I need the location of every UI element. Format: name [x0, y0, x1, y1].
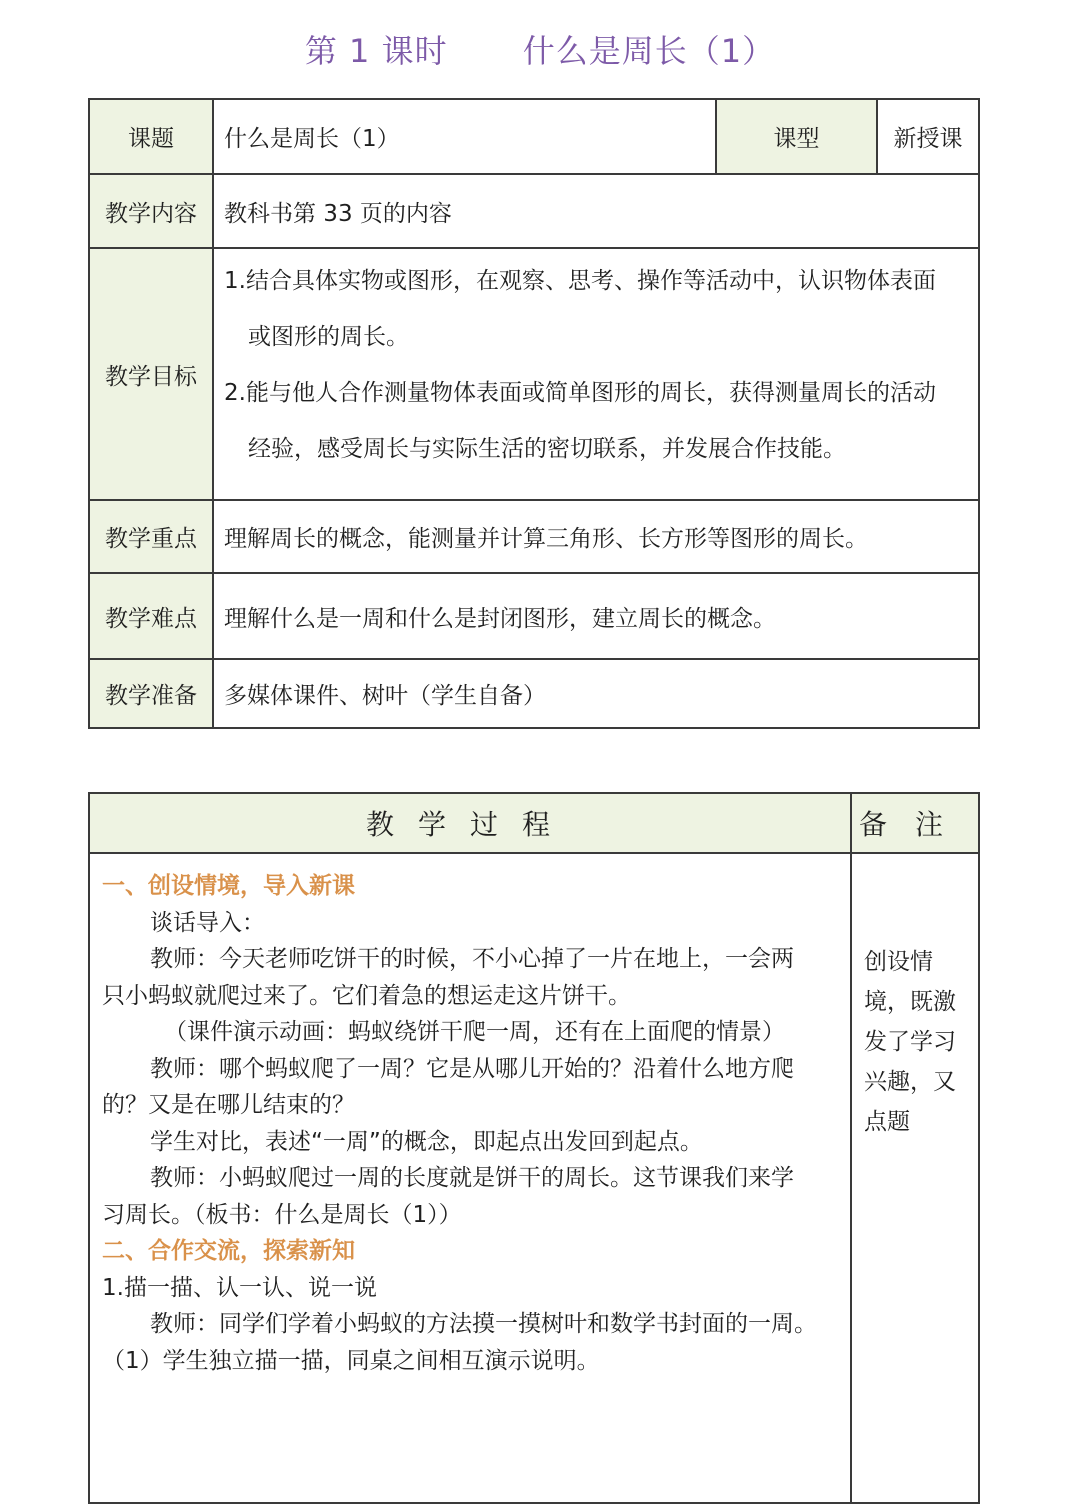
goal-1-line-1: 1.结合具体实物或图形，在观察、思考、操作等活动中，认识物体表面 [224, 268, 936, 294]
page-title [0, 26, 1080, 72]
key-label: 教学重点 [89, 500, 213, 573]
process-header-row [89, 793, 979, 853]
note-line: 发了学习 [864, 1029, 956, 1055]
key-row [89, 500, 979, 573]
goal-2-line-2: 经验，感受周长与实际生活的密切联系，并发展合作技能。 [248, 436, 846, 462]
process-line: 只小蚂蚁就爬过来了。它们着急的想运走这片饼干。 [102, 982, 631, 1009]
note-line: 兴趣，又 [864, 1069, 956, 1095]
process-line: 教师：哪个蚂蚁爬了一周？它是从哪儿开始的？沿着什么地方爬 [150, 1055, 794, 1082]
goal-2-line-1: 2.能与他人合作测量物体表面或简单图形的周长，获得测量周长的活动 [224, 380, 936, 406]
note-header: 备注 [851, 793, 979, 853]
prep-value: 多媒体课件、树叶（学生自备） [213, 659, 979, 728]
goals-cell [213, 248, 979, 500]
process-line: （1）学生独立描一描，同桌之间相互演示说明。 [102, 1347, 600, 1374]
section-heading-1: 一、创设情境，导入新课 [102, 873, 355, 899]
process-line: 1.描一描、认一认、说一说 [102, 1274, 377, 1301]
lesson-info-table [88, 98, 980, 729]
note-line: 境，既激 [864, 989, 956, 1015]
prep-row [89, 659, 979, 728]
content-value: 教科书第 33 页的内容 [213, 174, 979, 248]
process-line: 教师：今天老师吃饼干的时候，不小心掉了一片在地上，一会两 [150, 946, 794, 972]
note-cell [851, 853, 979, 1503]
topic-value: 什么是周长（1） [213, 99, 716, 174]
note-line: 创设情 [864, 949, 933, 975]
topic-row [89, 99, 979, 174]
key-value: 理解周长的概念，能测量并计算三角形、长方形等图形的周长。 [213, 500, 979, 573]
section-heading-2: 二、合作交流，探索新知 [102, 1238, 355, 1264]
lesson-title: 什么是周长（1） [522, 32, 776, 70]
content-label: 教学内容 [89, 174, 213, 248]
type-label: 课型 [716, 99, 877, 174]
note-line: 点题 [864, 1109, 910, 1135]
lesson-number: 第 1 课时 [304, 32, 448, 70]
goal-1-line-2: 或图形的周长。 [248, 324, 409, 350]
goals-label: 教学目标 [89, 248, 213, 500]
difficulty-value: 理解什么是一周和什么是封闭图形，建立周长的概念。 [213, 573, 979, 659]
process-line: 教师：小蚂蚁爬过一周的长度就是饼干的周长。这节课我们来学 [150, 1165, 794, 1191]
process-line: （课件演示动画：蚂蚁绕饼干爬一周，还有在上面爬的情景） [164, 1019, 785, 1045]
difficulty-row [89, 573, 979, 659]
process-line: 学生对比，表述“一周”的概念，即起点出发回到起点。 [150, 1128, 703, 1155]
content-row [89, 174, 979, 248]
process-line: 谈话导入： [150, 909, 265, 936]
process-line: 教师：同学们学着小蚂蚁的方法摸一摸树叶和数学书封面的一周。 [150, 1311, 817, 1337]
process-body [89, 853, 851, 1503]
process-line: 的？又是在哪儿结束的？ [102, 1092, 355, 1118]
type-value: 新授课 [877, 99, 979, 174]
topic-label: 课题 [89, 99, 213, 174]
process-body-row [89, 853, 979, 1503]
process-line: 习周长。（板书：什么是周长（1）） [102, 1201, 462, 1228]
process-header: 教学过程 [89, 793, 851, 853]
goals-row [89, 248, 979, 500]
teaching-process-table [88, 792, 980, 1504]
difficulty-label: 教学难点 [89, 573, 213, 659]
prep-label: 教学准备 [89, 659, 213, 728]
